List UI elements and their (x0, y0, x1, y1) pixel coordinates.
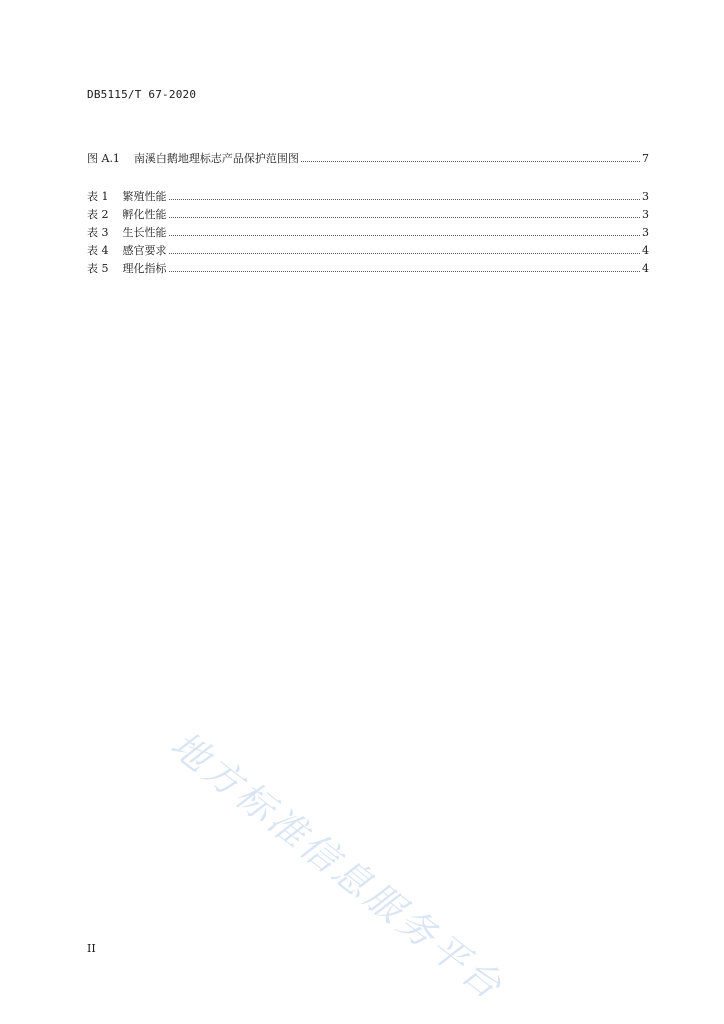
toc-entry-page: 7 (642, 152, 649, 165)
toc-entry-number: 表 2 (87, 208, 109, 221)
toc-entry-table-4[interactable] (87, 242, 649, 260)
toc-entry-number: 图 A.1 (87, 152, 120, 165)
toc-dot-leader (169, 270, 641, 272)
toc-dot-leader (301, 160, 640, 162)
toc-entry-title: 繁殖性能 (122, 190, 167, 203)
toc-entry-table-1[interactable] (87, 188, 649, 206)
page-number: II (87, 942, 96, 955)
toc-entry-label (87, 188, 167, 206)
toc-entry-title: 感官要求 (122, 244, 167, 257)
toc-entry-label (87, 206, 167, 224)
toc-figures-list (87, 150, 649, 168)
toc-dot-leader (169, 216, 641, 218)
toc-entry-title: 南溪白鹅地理标志产品保护范围图 (133, 152, 299, 165)
toc-entry-label (87, 224, 167, 242)
toc-entry-page: 3 (642, 190, 649, 203)
toc-tables-list (87, 188, 649, 278)
toc-entry-label (87, 150, 299, 168)
toc-entry-number: 表 5 (87, 262, 109, 275)
toc-entry-number: 表 1 (87, 190, 109, 203)
toc-entry-title: 生长性能 (122, 226, 167, 239)
toc-entry-table-2[interactable] (87, 206, 649, 224)
toc-dot-leader (169, 252, 641, 254)
toc-entry-table-3[interactable] (87, 224, 649, 242)
toc-entry-table-5[interactable] (87, 260, 649, 278)
standard-code: DB5115/T 67-2020 (87, 88, 197, 101)
toc-entry-label (87, 260, 167, 278)
toc-entry-page: 4 (642, 262, 649, 275)
watermark-text: 地方标准信息服务平台 (162, 722, 513, 1010)
toc-entry-number: 表 4 (87, 244, 109, 257)
toc-entry-page: 3 (642, 208, 649, 221)
toc-dot-leader (169, 198, 641, 200)
toc-entry-label (87, 242, 167, 260)
toc-entry-figure-a1[interactable] (87, 150, 649, 168)
toc-entry-page: 4 (642, 244, 649, 257)
toc-entry-page: 3 (642, 226, 649, 239)
toc-entry-number: 表 3 (87, 226, 109, 239)
toc-dot-leader (169, 234, 641, 236)
toc-entry-title: 孵化性能 (122, 208, 167, 221)
toc-entry-title: 理化指标 (122, 262, 167, 275)
